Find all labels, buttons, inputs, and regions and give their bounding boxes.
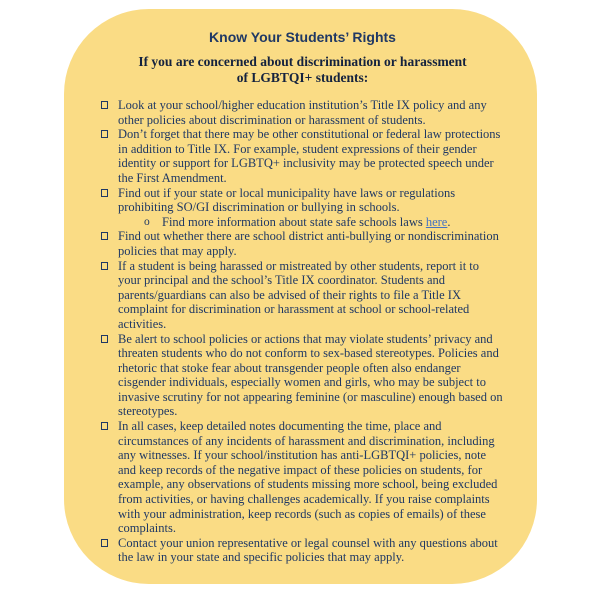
sub-list-item: o Find more information about state safe schools laws here. bbox=[144, 214, 451, 229]
list-item bbox=[100, 186, 503, 230]
safe-schools-link[interactable]: here bbox=[425, 214, 448, 229]
checkbox-icon bbox=[101, 101, 108, 109]
list-item bbox=[100, 98, 503, 127]
card-subtitle-line2: of LGBTQI+ students: bbox=[236, 70, 369, 85]
list-item-text: Be alert to school policies or actions that may violate students’ privacy and threaten students who do not conform to sex-based stereotypes. Policies and rhetoric that stoke fear about transgender people often also endanger cisgender individuals, especially women and girls, who may be subject to invasive scrutiny for not appearing feminine (or masculine) enough based on stereotypes. bbox=[118, 331, 503, 419]
list-item bbox=[100, 259, 503, 332]
list-item-text: In all cases, keep detailed notes documenting the time, place and circumstances of any incidents of harassment and discrimination, including any witnesses. If your school/institution has anti-LGBTQI+ policies, note and keep records of the negative impact of these policies on students, for example, any observations of students missing more school, being excluded from activities, or having challenges academically. If you raise complaints with your administration, keep records (such as copies of emails) of these complaints. bbox=[118, 419, 498, 536]
list-item-text: Find out whether there are school district anti-bullying or nondiscrimination policies that may apply. bbox=[118, 229, 499, 258]
checkbox-icon bbox=[101, 189, 108, 197]
checkbox-icon bbox=[101, 232, 108, 240]
list-item bbox=[100, 332, 503, 420]
card-subtitle-line1: If you are concerned about discrimination or harassment bbox=[138, 54, 467, 69]
card-title: Know Your Students’ Rights bbox=[209, 29, 396, 45]
checkbox-icon bbox=[101, 335, 108, 343]
checkbox-icon bbox=[101, 422, 108, 430]
circle-bullet-icon: o bbox=[144, 215, 150, 228]
checkbox-icon bbox=[101, 130, 108, 138]
list-item-text: Look at your school/higher education institution’s Title IX policy and any other policies about discrimination or harassment of students. bbox=[118, 98, 487, 127]
list-item-text: If a student is being harassed or mistreated by other students, report it to your principal and the school’s Title IX coordinator. Students and parents/guardians can also be advised of their rights to file a Title IX complaint for discrimination or harassment at school or school-related activities. bbox=[118, 258, 480, 331]
list-item bbox=[100, 127, 503, 185]
list-item-text: Don’t forget that there may be other constitutional or federal law protections in addition to Title IX. For example, student expressions of their gender identity or support for LGBTQ+ inclusivity may be protected speech under the First Amendment. bbox=[118, 127, 501, 185]
checkbox-icon bbox=[101, 539, 108, 547]
info-card bbox=[64, 9, 537, 584]
list-item bbox=[100, 536, 503, 565]
checklist bbox=[100, 98, 503, 565]
card-subtitle bbox=[100, 54, 505, 86]
list-item bbox=[100, 229, 503, 258]
list-item-text: Find out if your state or local municipality have laws or regulations prohibiting SO/GI discrimination or bullying in schools. bbox=[118, 185, 456, 215]
list-item-text: Contact your union representative or legal counsel with any questions about the law in your state and specific policies that may apply. bbox=[118, 535, 498, 565]
list-item bbox=[100, 419, 503, 536]
checkbox-icon bbox=[101, 262, 108, 270]
